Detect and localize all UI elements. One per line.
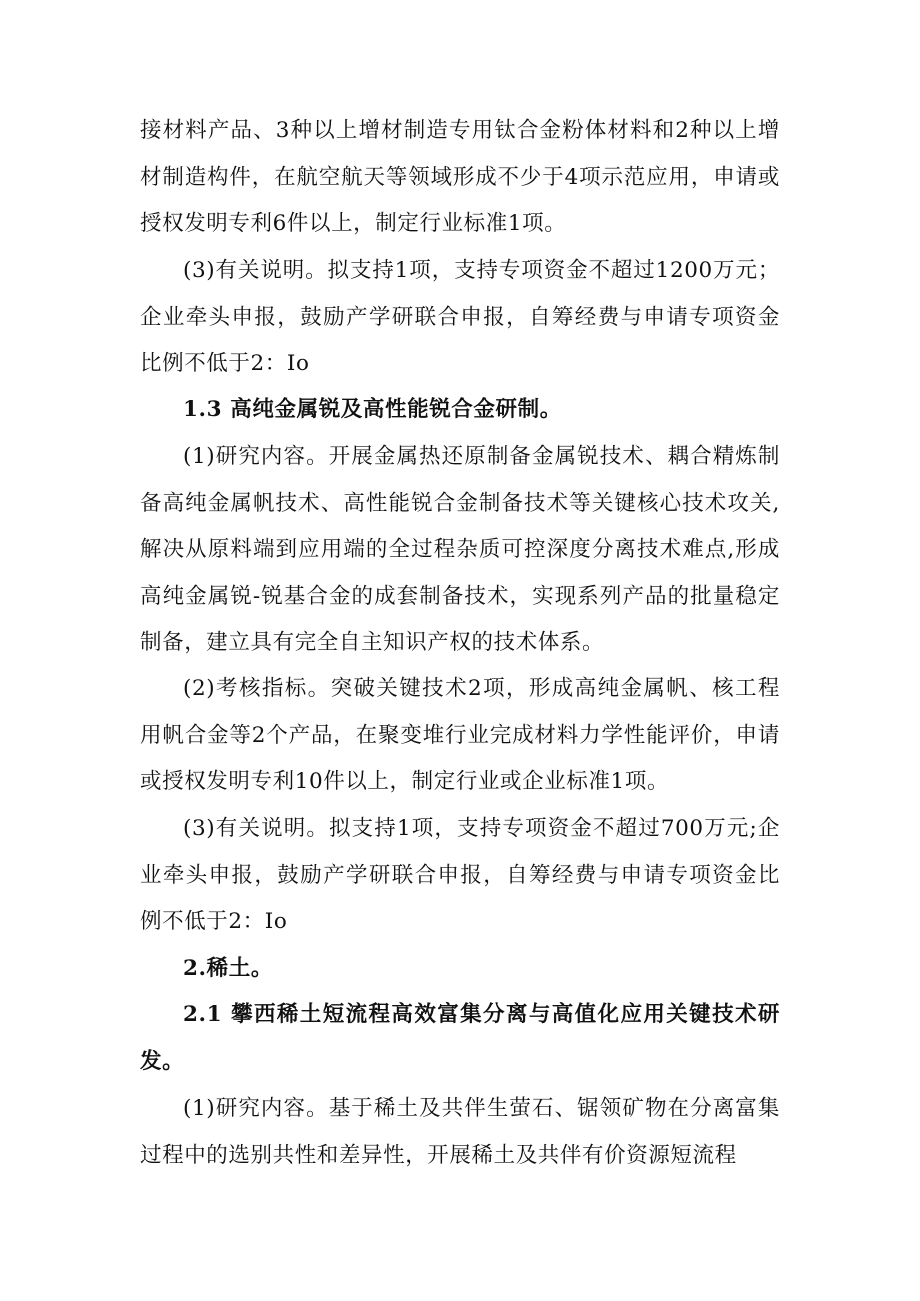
paragraph-assessment-indicators-1-3: (2)考核指标。突破关键技术2项，形成高纯金属帆、核工程用帆合金等2个产品，在聚变堆行业完成材料力学性能评价，申请或授权发明专利10件以上，制定行业或企业标准1项。	[140, 676, 780, 794]
section-heading-2-1: 2.1 攀西稀土短流程高效富集分离与高值化应用关键技术研发。	[140, 1002, 780, 1074]
paragraph-research-content-2-1: (1)研究内容。基于稀土及共伴生萤石、锯领矿物在分离富集过程中的选别共性和差异性，开展稀土及共伴有价资源短流程	[140, 1096, 780, 1168]
section-heading-2: 2.稀土。	[183, 956, 273, 981]
section-heading-1-3: 1.3 高纯金属锐及高性能锐合金研制。	[183, 397, 562, 422]
paragraph-notes-1-3: (3)有关说明。拟支持1项，支持专项资金不超过700万元;企业牵头申报，鼓励产学研联合申报，自筹经费与申请专项资金比例不低于2：Io	[140, 816, 780, 934]
paragraph-materials-continuation: 接材料产品、3种以上增材制造专用钛合金粉体材料和2种以上增材制造构件，在航空航天等领域形成不少于4项示范应用，申请或授权发明专利6件以上，制定行业标准1项。	[140, 118, 780, 236]
paragraph-research-content-1-3: (1)研究内容。开展金属热还原制备金属锐技术、耦合精炼制备高纯金属帆技术、高性能锐合金制备技术等关键核心技术攻关,解决从原料端到应用端的全过程杂质可控深度分离技术难点,形成高纯金属锐-锐基合金的成套制备技术，实现系列产品的批量稳定制备，建立具有完全自主知识产权的技术体系。	[140, 444, 780, 655]
paragraph-notes-1-2: (3)有关说明。拟支持1项，支持专项资金不超过1200万元；企业牵头申报，鼓励产学研联合申报，自筹经费与申请专项资金比例不低于2：Io	[140, 258, 780, 376]
